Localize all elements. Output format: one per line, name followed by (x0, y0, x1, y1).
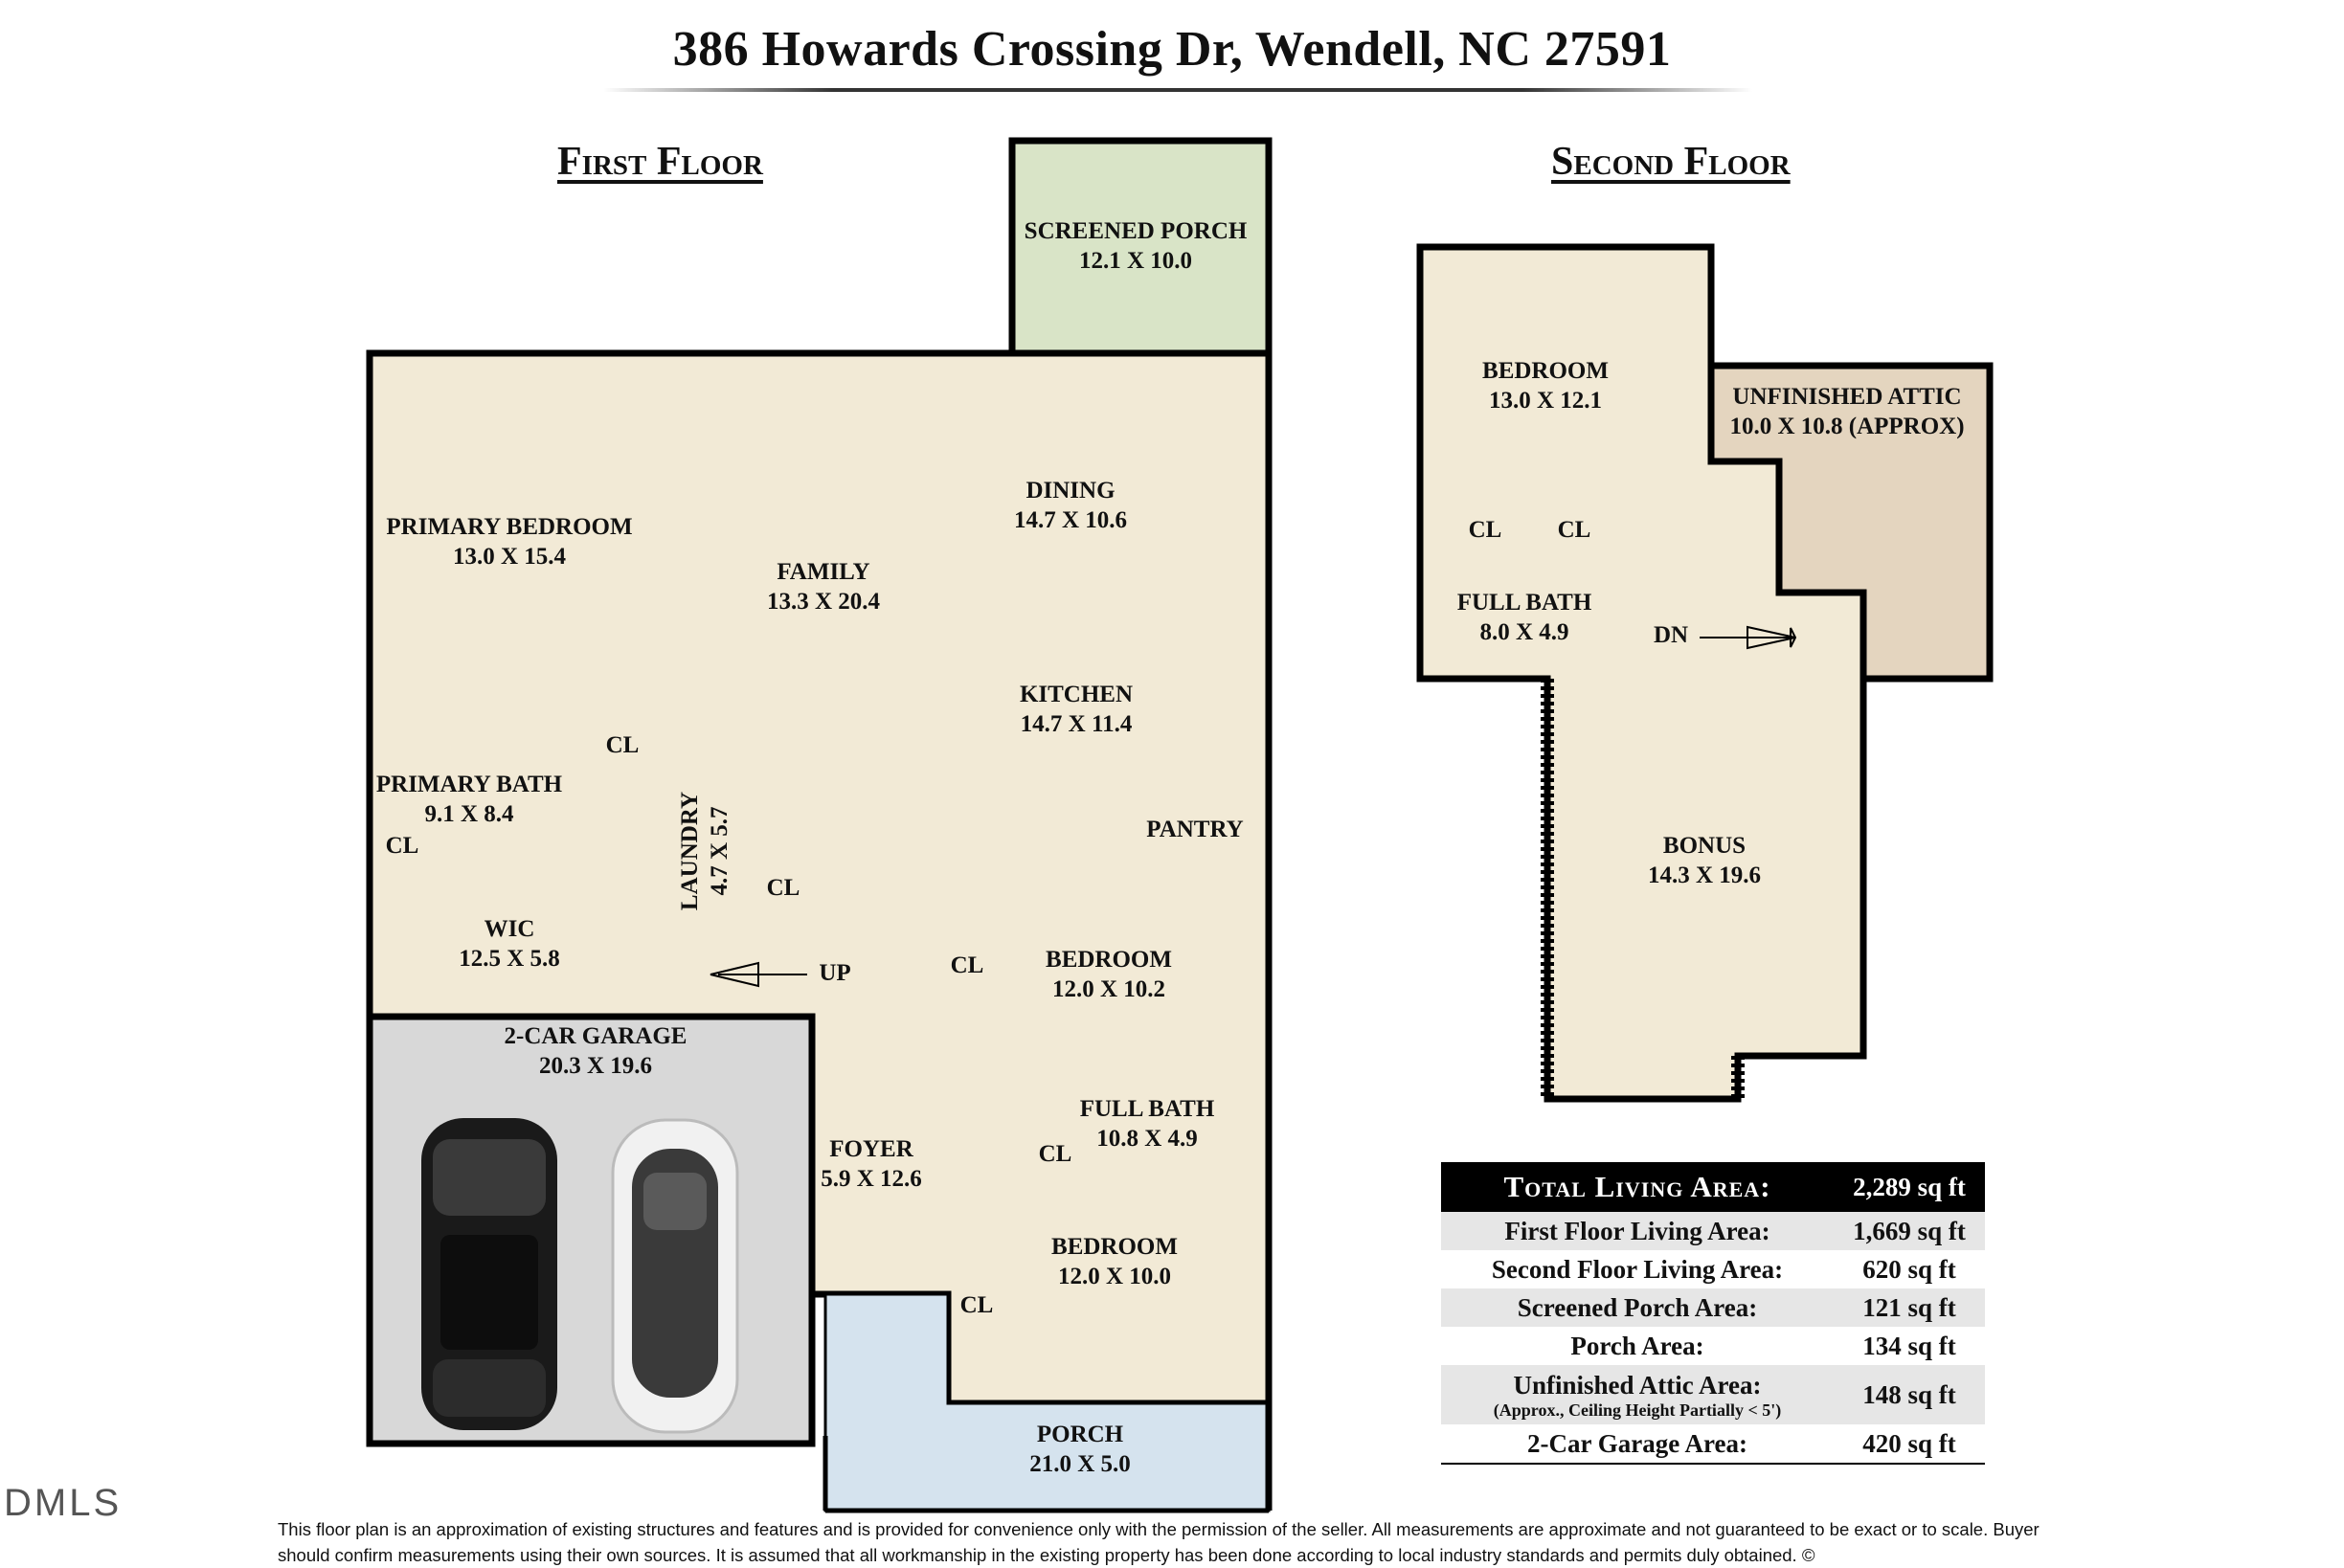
mls-logo: DMLS (4, 1482, 123, 1524)
laundry-label: LAUNDRY 4.7 X 5.7 (677, 791, 732, 911)
closet-label: CL (1557, 517, 1591, 543)
full-bath-label: FULL BATH 10.8 X 4.9 (1079, 1096, 1215, 1152)
closet-label: CL (1038, 1141, 1072, 1167)
white-car-image (613, 1120, 737, 1432)
second-bedroom-label: BEDROOM 13.0 X 12.1 (1482, 358, 1609, 414)
first-floor-area-label: First Floor Living Area: (1441, 1212, 1834, 1250)
bedroom-2-label: BEDROOM 12.0 X 10.2 (1046, 947, 1172, 1002)
closet-label: CL (766, 875, 800, 901)
table-row (1441, 1365, 1985, 1424)
porch-area-label: Porch Area: (1441, 1327, 1834, 1365)
porch-area-value: 134 sq ft (1834, 1327, 1985, 1365)
area-summary-table (1441, 1162, 1985, 1465)
table-row (1441, 1288, 1985, 1327)
unfinished-attic-label: UNFINISHED ATTIC 10.0 X 10.8 (APPROX) (1729, 384, 1965, 439)
table-row (1441, 1327, 1985, 1365)
primary-bedroom-label: PRIMARY BEDROOM 13.0 X 15.4 (386, 514, 633, 570)
porch-label: PORCH 21.0 X 5.0 (1029, 1422, 1131, 1477)
garage-area-value: 420 sq ft (1834, 1424, 1985, 1464)
closet-label: CL (950, 952, 984, 978)
bonus-room-label: BONUS 14.3 X 19.6 (1647, 833, 1762, 888)
stairs-up-label: UP (819, 960, 851, 986)
black-suv-image (421, 1118, 557, 1430)
garage-area-label: 2-Car Garage Area: (1441, 1424, 1834, 1464)
wic-label: WIC 12.5 X 5.8 (459, 916, 560, 972)
dining-room-label: DINING 14.7 X 10.6 (1013, 478, 1128, 533)
second-floor-heading: Second Floor (1551, 140, 1791, 184)
second-full-bath-label: FULL BATH 8.0 X 4.9 (1456, 590, 1592, 645)
total-living-area-value: 2,289 sq ft (1834, 1162, 1985, 1212)
screened-porch-area-value: 121 sq ft (1834, 1288, 1985, 1327)
disclaimer-text: This floor plan is an approximation of existing structures and features and is provided for convenience only with the permission of the seller. All measurements are approximate and not guaranteed to be exact or to scale. Buyer should confirm measurements using their own sources. It is assumed that all workmanship in the existing property has been done according to local industry standards and permits duly obtained. © (278, 1519, 2040, 1565)
attic-area-value: 148 sq ft (1834, 1365, 1985, 1424)
foyer-label: FOYER 5.9 X 12.6 (821, 1136, 922, 1192)
garage-label: 2-CAR GARAGE 20.3 X 19.6 (504, 1023, 687, 1079)
attic-area-note: (Approx., Ceiling Height Partially < 5') (1493, 1400, 1782, 1420)
total-living-area-label: Total Living Area: (1441, 1162, 1834, 1212)
screened-porch-area-label: Screened Porch Area: (1441, 1288, 1834, 1327)
screened-porch-label: SCREENED PORCH 12.1 X 10.0 (1024, 218, 1248, 274)
second-floor-area-value: 620 sq ft (1834, 1250, 1985, 1288)
kitchen-label: KITCHEN 14.7 X 11.4 (1019, 682, 1134, 737)
first-floor-area-value: 1,669 sq ft (1834, 1212, 1985, 1250)
table-row (1441, 1212, 1985, 1250)
page-title: 386 Howards Crossing Dr, Wendell, NC 27591 (672, 22, 1672, 77)
closet-label: CL (605, 732, 640, 758)
attic-area-label: Unfinished Attic Area: (Approx., Ceiling Height Partially < 5') (1441, 1365, 1834, 1424)
table-row (1441, 1250, 1985, 1288)
second-floor-area-label: Second Floor Living Area: (1441, 1250, 1834, 1288)
first-floor-heading: First Floor (557, 140, 763, 184)
stairs-down-label: DN (1653, 622, 1689, 648)
pantry-label: PANTRY (1146, 817, 1244, 842)
primary-bath-label: PRIMARY BATH 9.1 X 8.4 (375, 772, 563, 827)
family-room-label: FAMILY 13.3 X 20.4 (766, 559, 881, 615)
closet-label: CL (385, 833, 419, 859)
closet-label: CL (1468, 517, 1502, 543)
table-row (1441, 1424, 1985, 1464)
bedroom-3-label: BEDROOM 12.0 X 10.0 (1051, 1234, 1178, 1289)
table-row (1441, 1162, 1985, 1212)
closet-label: CL (959, 1292, 994, 1318)
